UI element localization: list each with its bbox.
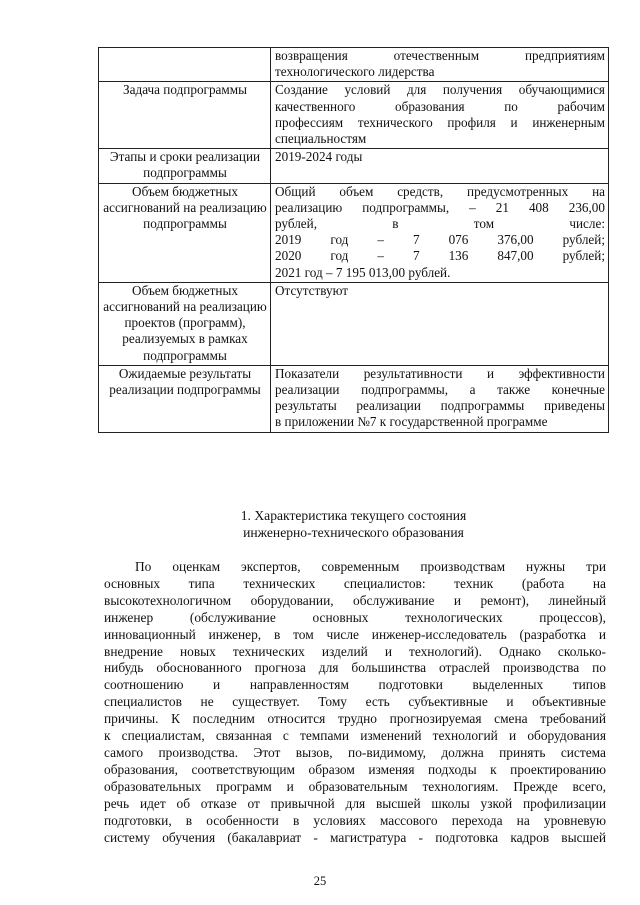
section-title-line: 1. Характеристика текущего состояния (240, 508, 467, 523)
row-value-line: технологического лидерства (275, 64, 435, 80)
paragraph-line: самого производства. Этот вызов, по-видимому, должна принять система (104, 744, 606, 760)
paragraph-line: причины. К последним относится трудно прогнозируемая смена требований (104, 711, 606, 727)
row-value-line: 2021 год – 7 195 013,00 рублей. (275, 264, 451, 280)
row-value (271, 48, 609, 82)
paragraph-line: внедрение новых технических изделий и технологий). Однако сколько- (104, 643, 606, 659)
row-value-line: Создание условий для получения обучающимися (275, 82, 605, 98)
row-label: Задача подпрограммы (99, 82, 271, 149)
row-label: Объем бюджетных ассигнований на реализацию подпрограммы (99, 183, 271, 282)
row-value-line: реализации подпрограммы, а также конечные (275, 382, 605, 398)
paragraph-line: к специалистам, связанная с темпами изменений технологий и оборудования (104, 728, 606, 744)
row-value-line: качественного образования по рабочим (275, 98, 605, 114)
paragraph-line: систему обучения (бакалавриат - магистратура - подготовка кадров высшей (104, 829, 606, 845)
table-row (99, 82, 609, 149)
row-value-line: возвращения отечественным предприятиям (275, 48, 605, 63)
table-row (99, 183, 609, 282)
row-value-line: профессиям технического профиля и инженерным (275, 114, 605, 130)
row-value (271, 149, 609, 183)
row-value (271, 82, 609, 149)
row-label: Этапы и сроки реализации подпрограммы (99, 149, 271, 183)
subprogram-passport-table (98, 47, 609, 433)
row-value-line: Показатели результативности и эффективности (275, 365, 605, 381)
paragraph-line: высокотехнологичном оборудовании, обслуживание и ремонт), линейный (104, 592, 606, 608)
table-row (99, 365, 609, 432)
row-value-line: реализацию подпрограммы, – 21 408 236,00 (275, 199, 605, 215)
paragraph-line: образования, соответствующим образом изменяя подходы к проектированию (104, 761, 606, 777)
table-row (99, 48, 609, 82)
row-value (271, 183, 609, 282)
paragraph-line: основных типа технических специалистов: техник (работа на (104, 575, 606, 591)
row-value-line: результаты реализации подпрограммы приведены (275, 398, 605, 414)
row-value-line: в приложении №7 к государственной программе (275, 414, 548, 430)
table-row (99, 282, 609, 365)
row-value-line: 2019-2024 годы (275, 149, 363, 165)
paragraph-line: инновационный инженер, в том числе инженер-исследователь (разработка и (104, 626, 606, 642)
paragraph-line: инженер (обслуживание основных технологических процессов), (104, 609, 606, 625)
paragraph-line: образовательных программ и образовательным технологиям. Прежде всего, (104, 778, 606, 794)
paragraph-line: нибудь обоснованного прогноза для большинства отраслей производства по (104, 660, 606, 676)
row-label (99, 48, 271, 82)
row-value (271, 365, 609, 432)
paragraph-line: По оценкам экспертов, современным производствам нужны три (135, 559, 606, 574)
paragraph-line: специалистов не существует. Тому есть субъективные и объективные (104, 694, 606, 710)
section-title (98, 508, 609, 541)
section-title-line: инженерно-технического образования (243, 524, 464, 540)
body-paragraph (104, 559, 606, 846)
paragraph-line: подготовки, в особенности в условиях массового перехода на уровневую (104, 812, 606, 828)
row-value-line: 2020 год – 7 136 847,00 рублей; (275, 248, 605, 264)
page-number: 25 (313, 874, 327, 888)
passport-table-body (99, 48, 609, 433)
row-value-line: Общий объем средств, предусмотренных на (275, 183, 605, 199)
row-value-line: 2019 год – 7 076 376,00 рублей; (275, 232, 605, 248)
row-label: Объем бюджетных ассигнований на реализацию проектов (программ), реализуемых в рамках подпрограммы (99, 282, 271, 365)
table-row (99, 149, 609, 183)
row-value-line: рублей, в том числе: (275, 216, 605, 232)
row-value-line: специальностям (275, 131, 367, 147)
paragraph-line: речь идет об отказе от привычной для высшей школы узкой профилизации (104, 795, 606, 811)
paragraph-line: соотношению и направленностям подготовки выделенных типов (104, 677, 606, 693)
row-value (271, 282, 609, 365)
row-value-line: Отсутствуют (275, 282, 349, 298)
row-label: Ожидаемые результаты реализации подпрограммы (99, 365, 271, 432)
